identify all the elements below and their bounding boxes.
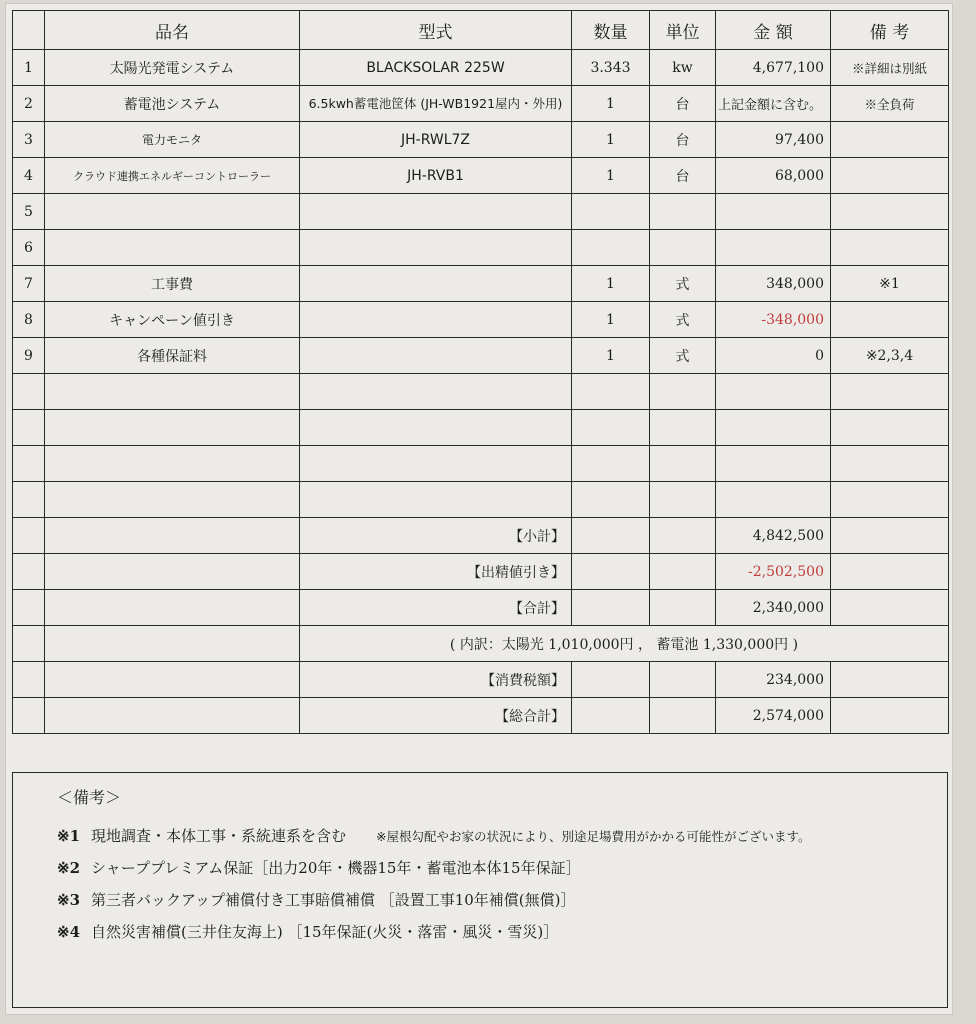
breakdown-row	[13, 626, 949, 662]
remark-text: 第三者バックアップ補償付き工事賠償補償 ［設置工事10年補償(無償)］	[91, 891, 576, 909]
remark-line	[57, 820, 927, 852]
item-note	[831, 122, 949, 158]
item-model	[300, 266, 572, 302]
item-name: クラウド連携エネルギーコントローラー	[45, 158, 300, 194]
item-model: JH-RWL7Z	[300, 122, 572, 158]
remark-text: 自然災害補償(三井住友海上) ［15年保証(火災・落雷・風災・雪災)］	[91, 923, 559, 941]
item-row	[13, 122, 949, 158]
subtotal-label: 【小計】	[300, 518, 572, 554]
item-unit: 式	[650, 302, 716, 338]
item-qty: 1	[572, 302, 650, 338]
item-name	[45, 230, 300, 266]
item-no: 6	[13, 230, 45, 266]
remarks-section	[12, 772, 948, 1008]
item-no: 5	[13, 194, 45, 230]
remark-line	[57, 852, 927, 884]
discount-label: 【出精値引き】	[300, 554, 572, 590]
header-qty: 数量	[572, 11, 650, 50]
item-unit: 台	[650, 122, 716, 158]
item-name: 太陽光発電システム	[45, 50, 300, 86]
item-note	[831, 302, 949, 338]
subtotal-row	[13, 518, 949, 554]
header-row	[13, 11, 949, 50]
item-unit: 式	[650, 338, 716, 374]
item-no: 3	[13, 122, 45, 158]
item-amount: 68,000	[716, 158, 831, 194]
item-no: 9	[13, 338, 45, 374]
subtotal-amount: 4,842,500	[716, 518, 831, 554]
item-unit	[650, 230, 716, 266]
item-name: キャンペーン値引き	[45, 302, 300, 338]
item-qty: 1	[572, 158, 650, 194]
remarks-list	[57, 820, 927, 948]
header-unit: 単位	[650, 11, 716, 50]
item-row	[13, 266, 949, 302]
item-model: 6.5kwh蓄電池筐体 (JH-WB1921屋内・外用)	[300, 86, 572, 122]
item-row	[13, 50, 949, 86]
total-label: 【合計】	[300, 590, 572, 626]
item-model	[300, 194, 572, 230]
remark-text: 現地調査・本体工事・系統連系を含む	[91, 827, 347, 845]
item-name: 各種保証料	[45, 338, 300, 374]
item-unit: 台	[650, 158, 716, 194]
item-note: ※2,3,4	[831, 338, 949, 374]
discount-row	[13, 554, 949, 590]
empty-row	[13, 482, 949, 518]
empty-row	[13, 410, 949, 446]
item-name: 工事費	[45, 266, 300, 302]
remarks-heading: ＜備考＞	[57, 788, 122, 807]
item-row	[13, 86, 949, 122]
remark-line	[57, 884, 927, 916]
item-row	[13, 158, 949, 194]
total-amount: 2,340,000	[716, 590, 831, 626]
breakdown-text: ( 内訳：太陽光 1,010,000円 ， 蓄電池 1,330,000円 )	[300, 626, 949, 662]
item-qty: 3.343	[572, 50, 650, 86]
item-note: ※詳細は別紙	[831, 50, 949, 86]
item-row	[13, 230, 949, 266]
estimate-sheet	[6, 4, 952, 1014]
header-amount: 金 額	[716, 11, 831, 50]
item-name	[45, 194, 300, 230]
empty-row	[13, 374, 949, 410]
item-no: 1	[13, 50, 45, 86]
header-note: 備 考	[831, 11, 949, 50]
item-unit: 式	[650, 266, 716, 302]
item-model	[300, 302, 572, 338]
item-name: 電力モニタ	[45, 122, 300, 158]
header-model: 型式	[300, 11, 572, 50]
item-unit: kw	[650, 50, 716, 86]
item-row	[13, 302, 949, 338]
item-qty	[572, 230, 650, 266]
grand-total-row	[13, 698, 949, 734]
grand-total-amount: 2,574,000	[716, 698, 831, 734]
item-note	[831, 230, 949, 266]
item-qty: 1	[572, 122, 650, 158]
item-amount: 348,000	[716, 266, 831, 302]
tax-row	[13, 662, 949, 698]
item-model: JH-RVB1	[300, 158, 572, 194]
item-row	[13, 338, 949, 374]
item-note	[831, 194, 949, 230]
remark-text: シャーププレミアム保証［出力20年・機器15年・蓄電池本体15年保証］	[91, 859, 581, 877]
item-no: 2	[13, 86, 45, 122]
item-model	[300, 338, 572, 374]
item-no: 4	[13, 158, 45, 194]
discount-amount: -2,502,500	[716, 554, 831, 590]
item-note: ※全負荷	[831, 86, 949, 122]
remark-line	[57, 916, 927, 948]
item-qty: 1	[572, 266, 650, 302]
item-unit	[650, 194, 716, 230]
item-row	[13, 194, 949, 230]
item-model	[300, 230, 572, 266]
tax-label: 【消費税額】	[300, 662, 572, 698]
remark-mark: ※3	[57, 891, 81, 909]
estimate-table	[12, 10, 949, 734]
item-no: 8	[13, 302, 45, 338]
item-qty	[572, 194, 650, 230]
item-amount	[716, 230, 831, 266]
header-no	[13, 11, 45, 50]
item-no: 7	[13, 266, 45, 302]
item-qty: 1	[572, 338, 650, 374]
header-name: 品名	[45, 11, 300, 50]
tax-amount: 234,000	[716, 662, 831, 698]
item-amount	[716, 194, 831, 230]
item-note	[831, 158, 949, 194]
item-note: ※1	[831, 266, 949, 302]
item-amount: -348,000	[716, 302, 831, 338]
empty-row	[13, 446, 949, 482]
item-name: 蓄電池システム	[45, 86, 300, 122]
item-amount: 上記金額に含む。	[716, 86, 831, 122]
remark-mark: ※2	[57, 859, 81, 877]
item-model: BLACKSOLAR 225W	[300, 50, 572, 86]
item-qty: 1	[572, 86, 650, 122]
item-unit: 台	[650, 86, 716, 122]
grand-total-label: 【総合計】	[300, 698, 572, 734]
remark-subnote: ※屋根勾配やお家の状況により、別途足場費用がかかる可能性がございます。	[376, 829, 811, 844]
remark-mark: ※4	[57, 923, 81, 941]
remark-mark: ※1	[57, 827, 81, 845]
item-amount: 97,400	[716, 122, 831, 158]
total-row	[13, 590, 949, 626]
item-amount: 4,677,100	[716, 50, 831, 86]
item-amount: 0	[716, 338, 831, 374]
